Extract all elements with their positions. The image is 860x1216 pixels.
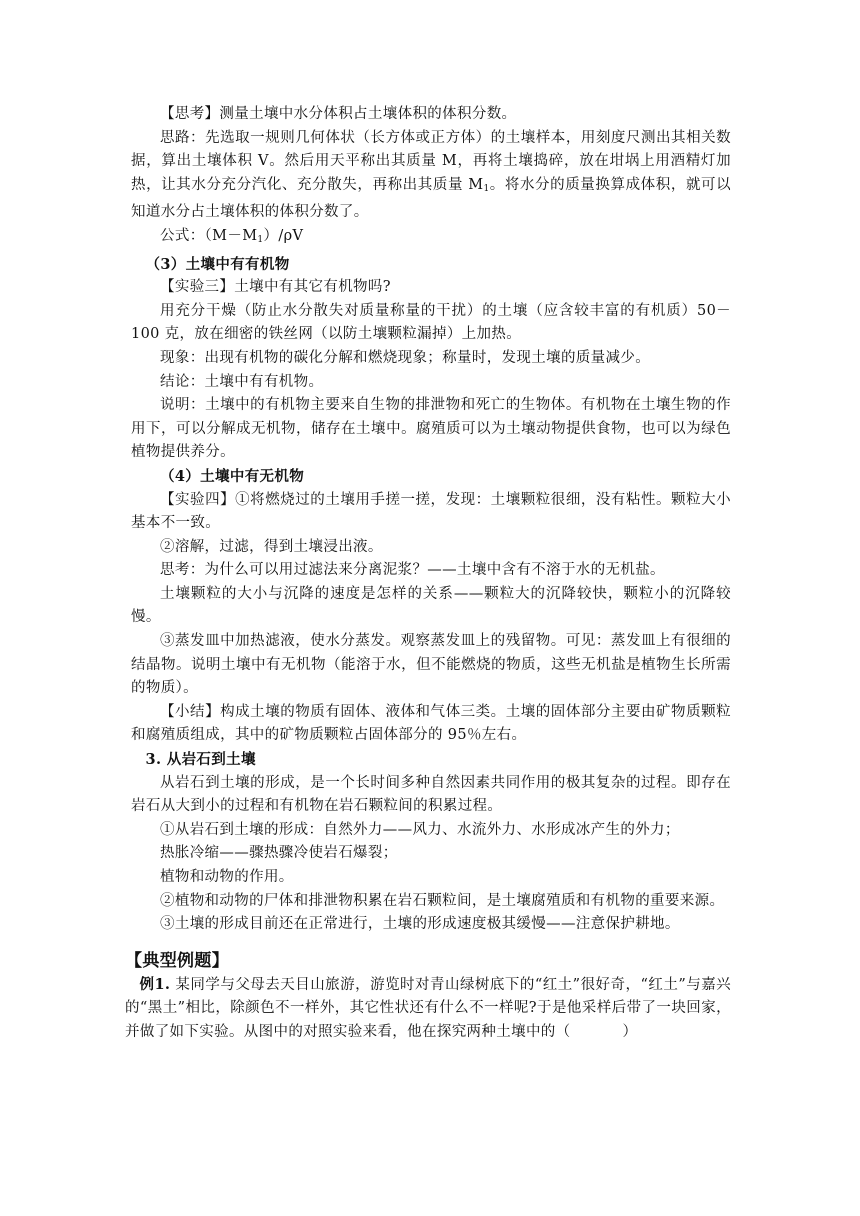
experiment-step-2: ②溶解，过滤，得到土壤浸出液。 (160, 538, 383, 555)
organic-method: 用充分干燥（防止水分散失对质量称量的干扰）的土壤（应含较丰富的有机质）50－100 克，放在细密的铁丝网（以防土壤颗粒漏掉）上加热。 (131, 302, 731, 343)
experiment-step-3: ③蒸发皿中加热滤液，使水分蒸发。观察蒸发皿上的残留物。可见：蒸发皿上有很细的结晶物。说明土壤中有无机物（能溶于水，但不能燃烧的物质，这些无机盐是植物生长所需的物质）。 (131, 633, 731, 697)
section-heading-inorganic: （4）土壤中有无机物 (160, 467, 305, 485)
document-body (125, 103, 732, 1045)
inorganic-think: 思考：为什么可以用过滤法来分离泥浆？——土壤中含有不溶于水的无机盐。 (160, 562, 665, 579)
organic-note: 说明：土壤中的有机物主要来自生物的排泄物和死亡的生物体。有机物在土壤生物的作用下，可以分解成无机物，储存在土壤中。腐殖质可以为土壤动物提供食物，也可以为绿色植物提供养分。 (131, 397, 731, 461)
inorganic-relation: 土壤颗粒的大小与沉降的速度是怎样的关系——颗粒大的沉降较快，颗粒小的沉降较慢。 (131, 585, 731, 626)
rock-item-2: ②植物和动物的尸体和排泄物积累在岩石颗粒间，是土壤腐殖质和有机物的重要来源。 (160, 892, 725, 909)
rock-item-1b: 热胀冷缩——骤热骤冷使岩石爆裂； (160, 845, 398, 862)
experiment-step-1: ①将燃烧过的土壤用手搓一搓，发现：土壤颗粒很细，没有粘性。颗粒大小基本不一致。 (131, 491, 732, 532)
think-text: 测量土壤中水分体积占土壤体积的体积分数。 (219, 106, 517, 122)
organic-phenomenon: 现象：出现有机物的碳化分解和燃烧现象；称量时，发现土壤的质量减少。 (160, 349, 651, 366)
example-label: 例1. (139, 975, 171, 993)
think-formula (131, 225, 731, 253)
summary-label: 【小结】 (160, 703, 221, 720)
think-idea-text-end: 。将水分的质量换算成体积，就可以知道水分占土壤体积的体积分数了。 (131, 176, 731, 221)
example-close: ） (622, 1023, 638, 1040)
experiment-label: 【实验三】 (160, 279, 235, 296)
example-1 (125, 973, 731, 1045)
formula-text-end: ）/ρV (263, 227, 304, 244)
organic-conclusion: 结论：土壤中有有机物。 (160, 373, 324, 390)
summary-text: 构成土壤的物质有固体、液体和气体三类。土壤的固体部分主要由矿物质颗粒和腐殖质组成，其中的矿物质颗粒占固体部分的 95％左右。 (131, 703, 731, 744)
experiment-four (131, 489, 731, 536)
spacer (131, 937, 731, 949)
section-heading-organic: （3）土壤中有有机物 (145, 255, 290, 273)
subscript: 1 (257, 234, 264, 245)
subscript: 1 (483, 183, 490, 194)
examples-heading: 【典型例题】 (125, 950, 230, 971)
experiment-question: 土壤中有其它有机物吗? (234, 279, 391, 296)
section-heading-rock: 3. 从岩石到土壤 (145, 751, 256, 769)
think-idea-text: 思路：先选取一规则几何体状（长方体或正方体）的土壤样本，用刻度尺测出其相关数据，算出土壤体积 V。然后用天平称出其质量 M，再将土壤捣碎，放在坩埚上用酒精灯加热，让其水分充分汽化、充分散失，再称出其质量 M (131, 129, 731, 193)
summary-paragraph (131, 701, 731, 748)
rock-item-3: ③土壤的形成目前还在正常进行，土壤的形成速度极其缓慢——注意保护耕地。 (160, 916, 680, 933)
rock-intro: 从岩石到土壤的形成，是一个长时间多种自然因素共同作用的极其复杂的过程。即存在岩石从大到小的过程和有机物在岩石颗粒间的积累过程。 (131, 774, 731, 815)
rock-item-1: ①从岩石到土壤的形成：自然外力——风力、水流外力、水形成冰产生的外力； (160, 821, 680, 838)
experiment-three (131, 276, 731, 300)
think-paragraph (131, 103, 731, 127)
example-text: 某同学与父母去天目山旅游，游览时对青山绿树底下的“红土”很好奇，“红土”与嘉兴的“黑土”相比，除颜色不一样外，其它性状还有什么不一样呢?于是他采样后带了一块回家，并做了如下实验。从图中的对照实验来看，他在探究两种土壤中的（ (125, 976, 732, 1040)
think-label: 【思考】 (160, 106, 220, 122)
experiment-label: 【实验四】 (160, 491, 236, 508)
rock-item-1c: 植物和动物的作用。 (160, 869, 294, 885)
formula-text: 公式：（M－M (160, 227, 258, 244)
think-idea (131, 127, 731, 225)
